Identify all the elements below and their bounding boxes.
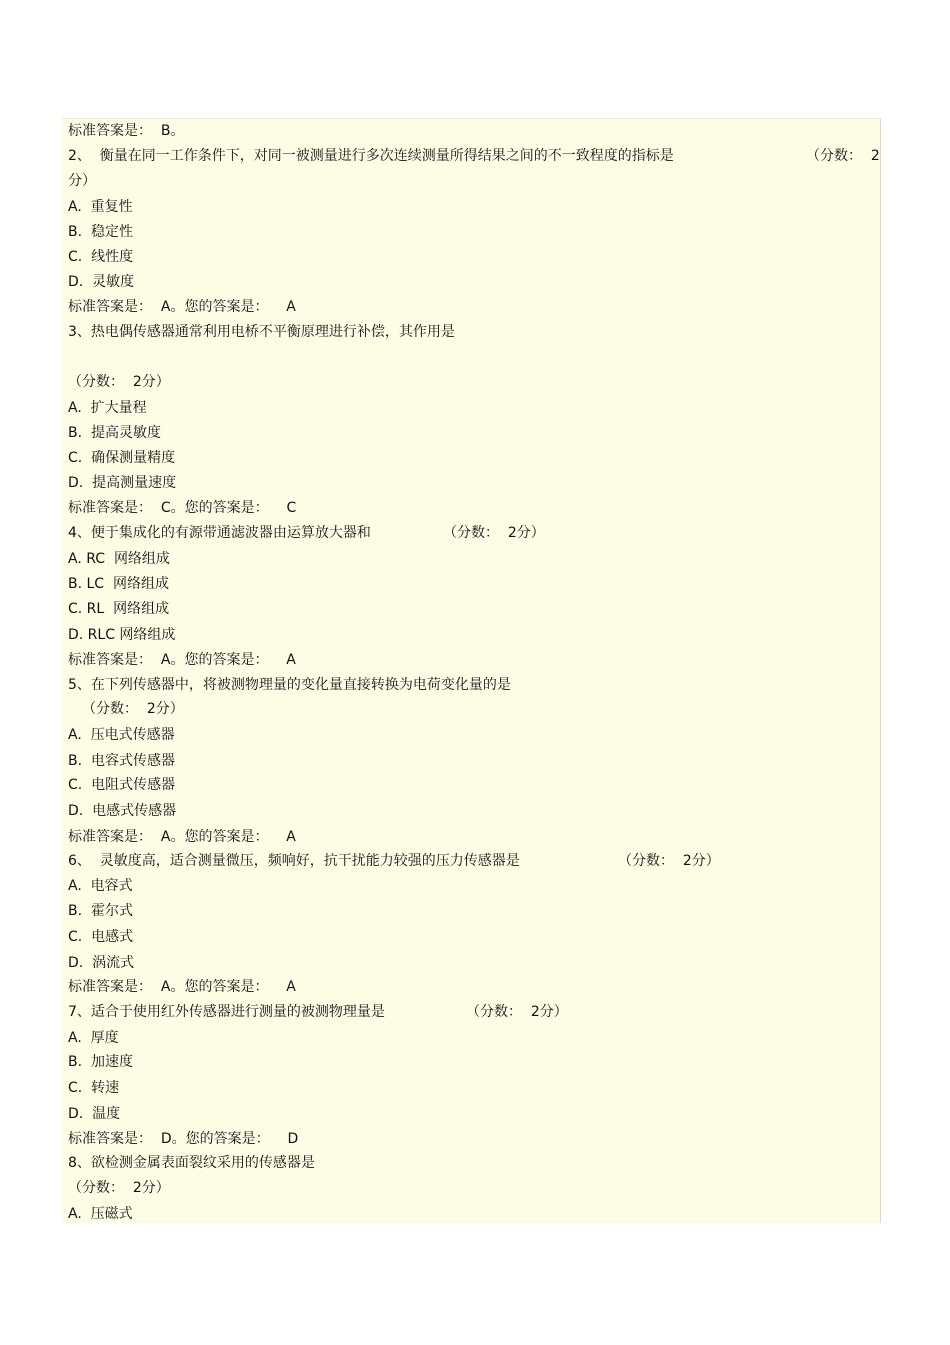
q6-answer: 标准答案是： A。您的答案是： A <box>68 979 296 995</box>
q5-stem: 5、在下列传感器中，将被测物理量的变化量直接转换为电荷变化量的是 <box>68 677 511 693</box>
q7-answer: 标准答案是： D。您的答案是： D <box>68 1131 299 1147</box>
q5-option-d: D. 电感式传感器 <box>68 803 177 819</box>
q4-score: （分数： 2分） <box>443 525 545 541</box>
q2-option-a: A. 重复性 <box>68 199 133 215</box>
q5-answer: 标准答案是： A。您的答案是： A <box>68 829 296 845</box>
q4-option-b: B. LC 网络组成 <box>68 576 169 592</box>
q5-option-a: A. 压电式传感器 <box>68 727 175 743</box>
q6-score: （分数： 2分） <box>618 853 720 869</box>
q7-option-a: A. 厚度 <box>68 1030 119 1046</box>
q7-option-d: D. 温度 <box>68 1106 121 1122</box>
q4-option-d: D. RLC 网络组成 <box>68 627 176 643</box>
q8-option-a: A. 压磁式 <box>68 1206 133 1222</box>
q3-option-b: B. 提高灵敏度 <box>68 425 161 441</box>
q4-option-a: A. RC 网络组成 <box>68 551 170 567</box>
q8-score: （分数： 2分） <box>68 1180 170 1196</box>
q7-score: （分数： 2分） <box>466 1004 568 1020</box>
quiz-panel <box>62 118 881 1223</box>
q5-score: （分数： 2分） <box>82 701 184 717</box>
q3-stem: 3、热电偶传感器通常利用电桥不平衡原理进行补偿，其作用是 <box>68 324 455 340</box>
q6-option-a: A. 电容式 <box>68 878 133 894</box>
q2-score-tail: 分） <box>68 173 96 189</box>
q5-option-b: B. 电容式传感器 <box>68 753 175 769</box>
previous-standard-answer: 标准答案是： B。 <box>68 123 185 139</box>
q2-option-b: B. 稳定性 <box>68 224 133 240</box>
q4-stem: 4、便于集成化的有源带通滤波器由运算放大器和 <box>68 525 371 541</box>
q2-option-c: C. 线性度 <box>68 249 134 265</box>
q2-stem: 2、 衡量在同一工作条件下，对同一被测量进行多次连续测量所得结果之间的不一致程度的指标是 <box>68 148 674 164</box>
q7-option-b: B. 加速度 <box>68 1054 133 1070</box>
q3-score: （分数： 2分） <box>68 374 170 390</box>
q2-option-d: D. 灵敏度 <box>68 274 135 290</box>
q3-option-d: D. 提高测量速度 <box>68 475 177 491</box>
q3-answer: 标准答案是： C。您的答案是： C <box>68 500 297 516</box>
q6-option-c: C. 电感式 <box>68 929 134 945</box>
q2-score: （分数： 2 <box>806 148 880 164</box>
q4-option-c: C. RL 网络组成 <box>68 601 170 617</box>
q6-option-b: B. 霍尔式 <box>68 903 133 919</box>
q3-option-a: A. 扩大量程 <box>68 400 147 416</box>
q2-answer: 标准答案是： A。您的答案是： A <box>68 299 296 315</box>
q3-option-c: C. 确保测量精度 <box>68 450 176 466</box>
q4-answer: 标准答案是： A。您的答案是： A <box>68 652 296 668</box>
q6-option-d: D. 涡流式 <box>68 955 135 971</box>
q6-stem: 6、 灵敏度高，适合测量微压，频响好，抗干扰能力较强的压力传感器是 <box>68 853 520 869</box>
q7-option-c: C. 转速 <box>68 1080 120 1096</box>
q7-stem: 7、适合于使用红外传感器进行测量的被测物理量是 <box>68 1004 385 1020</box>
q5-option-c: C. 电阻式传感器 <box>68 777 176 793</box>
q8-stem: 8、欲检测金属表面裂纹采用的传感器是 <box>68 1155 315 1171</box>
